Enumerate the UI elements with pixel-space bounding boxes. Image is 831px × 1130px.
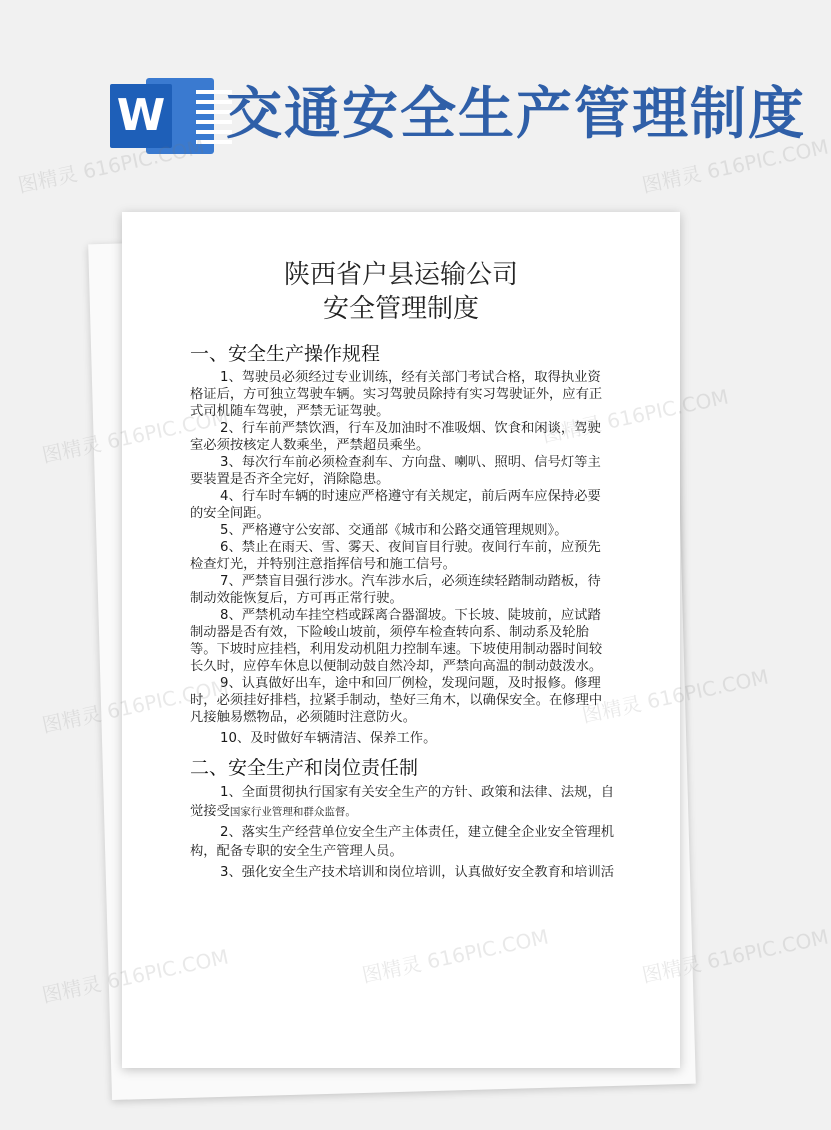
paragraph-line: 时，必须挂好排档，拉紧手制动，垫好三角木，以确保安全。在修理中: [190, 693, 603, 708]
paragraph-line: 7、严禁盲目强行涉水。汽车涉水后，必须连续轻踏制动踏板，待: [220, 574, 601, 589]
paragraph-line: 等。下坡时应挂档，利用发动机阻力控制车速。下坡使用制动器时间较: [190, 642, 603, 657]
paragraph-line: 凡接触易燃物品，必须随时注意防火。: [190, 710, 417, 725]
watermark-text: 图精灵: [39, 701, 104, 738]
watermark-text: 图精灵 616PIC.COM: [639, 924, 831, 988]
paragraph-line: 检查灯光，并特别注意指挥信号和施工信号。: [190, 557, 456, 572]
inline-small-text: 国家行业管理和群众监督。: [229, 806, 356, 818]
paragraph-line: 3、强化安全生产技术培训和岗位培训，认真做好安全教育和培训活: [220, 865, 615, 880]
paragraph-line: 9、认真做好出车，途中和回厂例检，发现问题，及时报修。修理: [220, 676, 601, 691]
document-page: [122, 212, 680, 1068]
inline-text: 觉接受: [190, 804, 230, 819]
paragraph-line: 制动器是否有效，下险峻山坡前，须停车检查转向系、制动系及轮胎: [190, 625, 589, 640]
paragraph-line: [190, 803, 670, 821]
paragraph-line: 5、严格遵守公安部、交通部《城市和公路交通管理规则》。: [220, 523, 568, 538]
header-title: 交通安全生产管理制度: [226, 82, 806, 147]
paragraph-line: 长久时，应停车休息以便制动鼓自然冷却，严禁向高温的制动鼓泼水。: [190, 659, 603, 674]
word-document-icon: [110, 78, 214, 154]
section-heading-2: 二、安全生产和岗位责任制: [190, 757, 419, 779]
watermark-text: 图精灵 616PIC.COM: [639, 134, 831, 198]
paragraph-line: 格证后，方可独立驾驶车辆。实习驾驶员除持有实习驾驶证外，应有正: [190, 387, 603, 402]
paragraph-line: 式司机随车驾驶，严禁无证驾驶。: [190, 404, 390, 419]
paragraph-line: 构，配备专职的安全生产管理人员。: [190, 844, 403, 859]
watermark-text: 616PIC.COM: [644, 664, 771, 714]
paragraph-line: 4、行车时车辆的时速应严格遵守有关规定，前后两车应保持必要: [220, 489, 601, 504]
document-title-line-1: 陕西省户县运输公司: [283, 260, 518, 290]
watermark-text: 图精灵 616PIC.COM: [15, 134, 207, 198]
paragraph-line: 1、驾驶员必须经过专业训练，经有关部门考试合格，取得执业资: [220, 370, 601, 385]
word-icon-letter: W: [110, 84, 172, 148]
watermark-text: 图精灵: [39, 431, 104, 468]
header-banner: [0, 0, 806, 200]
paragraph-line: 2、行车前严禁饮酒，行车及加油时不准吸烟、饮食和闲谈，驾驶: [220, 421, 601, 436]
paragraph-line: 2、落实生产经营单位安全生产主体责任，建立健全企业安全管理机: [220, 825, 615, 840]
paragraph-line: 室必须按核定人数乘坐，严禁超员乘坐。: [190, 438, 430, 453]
document-title-line-2: 安全管理制度: [322, 294, 479, 324]
paragraph-line: 1、全面贯彻执行国家有关安全生产的方针、政策和法律、法规，自: [220, 785, 615, 800]
paragraph-line: 8、严禁机动车挂空档或踩离合器溜坡。下长坡、陡坡前，应试踏: [220, 608, 601, 623]
paragraph-line: 3、每次行车前必须检查刹车、方向盘、喇叭、照明、信号灯等主: [220, 455, 601, 470]
paragraph-line: 要装置是否齐全完好，消除隐患。: [190, 472, 390, 487]
paragraph-line: 制动效能恢复后，方可再正常行驶。: [190, 591, 403, 606]
paragraph-line: 的安全间距。: [190, 506, 270, 521]
paragraph-line: 6、禁止在雨天、雪、雾天、夜间盲目行驶。夜间行车前，应预先: [220, 540, 601, 555]
watermark-text: 图精灵: [39, 971, 104, 1008]
section-heading-1: 一、安全生产操作规程: [190, 343, 381, 365]
paragraph-line: 10、及时做好车辆清洁、保养工作。: [220, 731, 437, 746]
